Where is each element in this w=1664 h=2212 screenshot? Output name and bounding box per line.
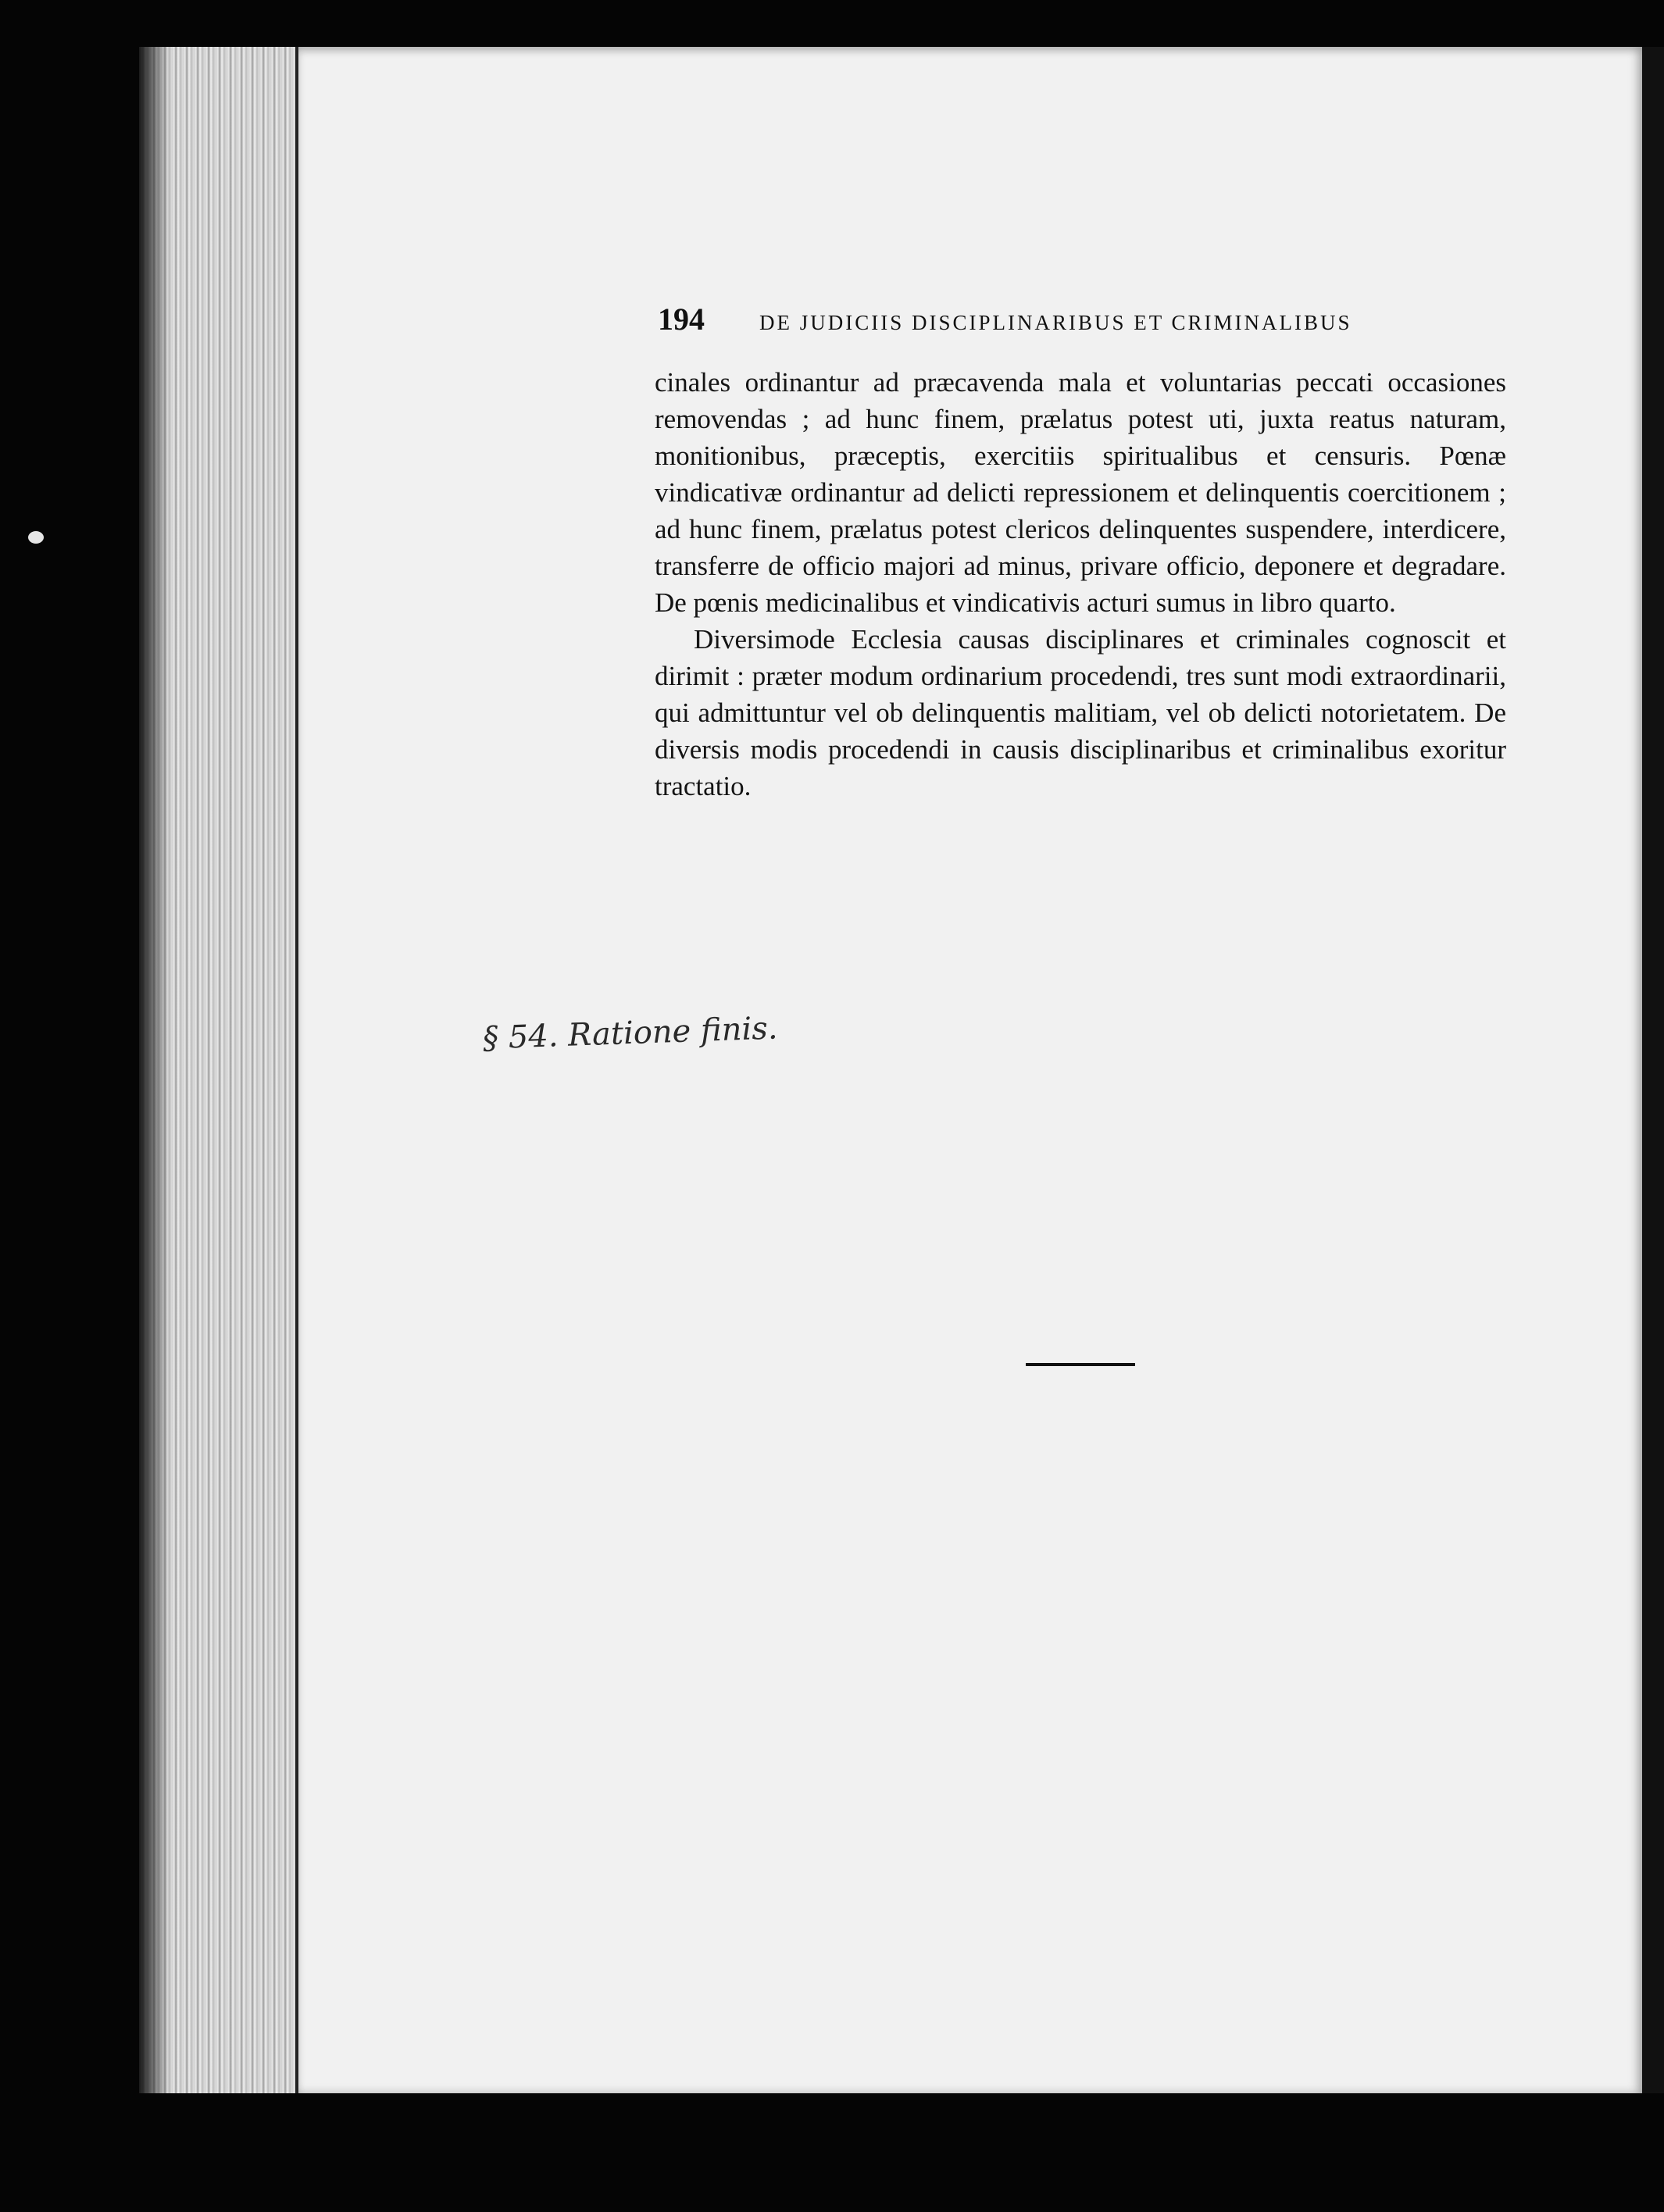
page-number: 194 — [658, 301, 705, 337]
book-page — [298, 47, 1642, 2093]
body-text — [655, 364, 1506, 805]
section-end-rule — [1026, 1363, 1135, 1366]
dust-speck — [28, 531, 44, 544]
paragraph-1: cinales ordinantur ad præcavenda mala et voluntarias peccati occasiones removendas ; ad hunc finem, prælatus potest uti, juxta reatus naturam, monitionibus, præceptis, exercitiis spiritualibus et censuris. Pœnæ vindicativæ ordinantur ad delicti repressionem et delinquentis coercitionem ; ad hunc finem, prælatus potest clericos delinquentes suspendere, interdicere, transferre de officio majori ad minus, privare officio, deponere et degradare. De pœnis medicinalibus et vindicativis acturi sumus in libro quarto. — [655, 367, 1506, 618]
page-header — [658, 301, 1517, 337]
binding-shadow — [139, 47, 170, 2093]
paragraph-2: Diversimode Ecclesia causas disciplinares et criminales cognoscit et dirimit : præter modum ordinarium procedendi, tres sunt modi extraordinarii, qui admittuntur vel ob delinquentis malitiam, vel ob delicti notorietatem. De diversis modis procedendi in causis disciplinaribus et criminalibus exoritur tractatio. — [655, 624, 1506, 801]
running-head: DE JUDICIIS DISCIPLINARIBUS ET CRIMINALIBUS — [759, 311, 1352, 334]
scan-border — [1642, 47, 1664, 2093]
handwritten-note: § 54. Ratione finis. — [482, 1010, 779, 1057]
